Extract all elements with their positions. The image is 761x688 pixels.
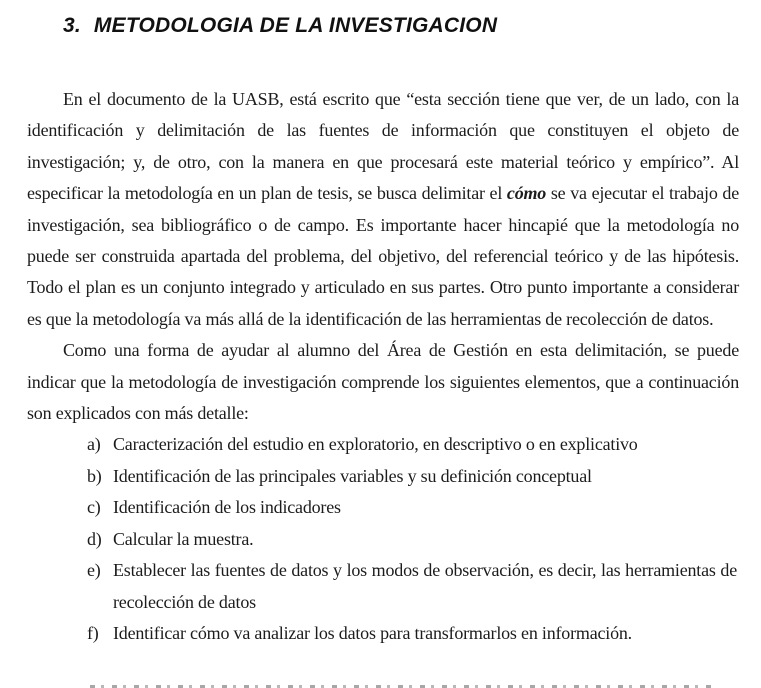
list-item-text: Identificar cómo va analizar los datos para transformarlos en información.	[113, 622, 632, 643]
paragraph-2	[27, 335, 739, 429]
list-item-text: Establecer las fuentes de datos y los modos de observación, es decir, las herramientas de recolección de datos	[113, 560, 737, 612]
section-title: METODOLOGIA DE LA INVESTIGACION	[93, 14, 498, 37]
list-item-f	[87, 618, 737, 649]
list-item-text: Caracterización del estudio en exploratorio, en descriptivo o en explicativo	[113, 434, 638, 455]
body-text: Como una forma de ayudar al alumno del Área de Gestión en esta delimitación, se puede indicar que la metodología de investigación comprende los siguientes elementos, que a continuación son explicados con más detalle:	[27, 340, 739, 424]
body-text: En el documento de la UASB, está escrito que “esta sección tiene que ver, de un lado, con la identificación y delimitación de las fuentes de información que constituyen el objeto de investigación; y, de otro, con la manera en que procesará este material teórico y empírico”. Al especificar la metodología en un plan de tesis, se busca delimitar el	[27, 89, 739, 204]
list-item-marker: d)	[87, 528, 102, 549]
methodology-list	[27, 429, 739, 649]
paragraph-1	[27, 84, 739, 335]
list-item-marker: c)	[87, 497, 101, 518]
list-item-text: Identificación de los indicadores	[113, 497, 341, 518]
list-item-b	[87, 461, 737, 492]
emphasized-text: cómo	[506, 183, 547, 204]
list-item-marker: f)	[87, 622, 99, 643]
list-item-text: Calcular la muestra.	[113, 528, 254, 549]
list-item-marker: e)	[87, 560, 101, 581]
list-item-e	[87, 555, 737, 618]
list-item-c	[87, 492, 737, 523]
list-item-text: Identificación de las principales variables y su definición conceptual	[113, 465, 592, 486]
body-text: se va ejecutar el trabajo de investigación, sea bibliográfico o de campo. Es importante hacer hincapié que la metodología no puede ser construida apartada del problema, del objetivo, del referencial teórico y de las hipótesis. Todo el plan es un conjunto integrado y articulado en sus partes. Otro punto importante a considerar es que la metodología va más allá de la identificación de las herramientas de recolección de datos.	[27, 183, 739, 329]
list-item-d	[87, 524, 737, 555]
section-number: 3.	[63, 14, 81, 37]
list-item-a	[87, 429, 737, 460]
section-heading	[63, 14, 761, 38]
list-item-marker: b)	[87, 465, 102, 486]
document-body	[27, 84, 739, 649]
list-item-marker: a)	[87, 434, 101, 455]
